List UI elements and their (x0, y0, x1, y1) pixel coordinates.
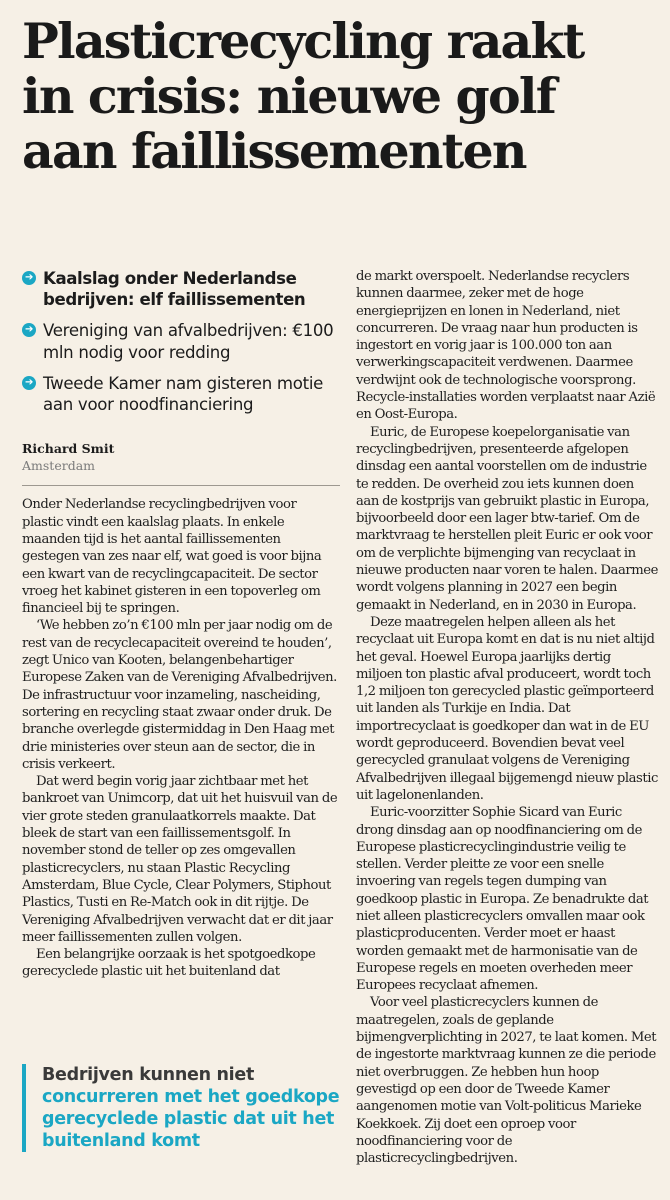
body-paragraph: Dat werd begin vorig jaar zichtbaar met het bankroet van Unimcorp, dat uit het huisvuil van de vier grote steden granulaatkorrels maakte. Dat bleek de start van een faillissementsgolf. In november stond de teller op zes omgevallen plasticrecyclers, nu staan Plastic Recycling Amsterdam, Blue Cycle, Clear Polymers, Stiphout Plastics, Tusti en Re-Match ook in dit rijtje. De Vereniging Afvalbedrijven verwacht dat er dit jaar meer faillissementen zullen volgen. (22, 774, 338, 945)
summary-bullet (22, 268, 340, 310)
body-paragraph: Deze maatregelen helpen alleen als het recyclaat uit Europa komt en dat is nu niet altijd het geval. Hoewel Europa jaarlijks dertig miljoen ton plastic afval produceert, wordt toch 1,2 miljoen ton gerecycled plastic geïmporteerd uit landen als Turkije en India. Dat importrecyclaat is goedkoper dan wat in de EU wordt geproduceerd. Bovendien bevat veel gerecycled granulaat volgens de Vereniging Afvalbedrijven illegaal bijgemengd nieuw plastic uit lagelonenlanden. (356, 614, 658, 803)
headline (22, 14, 662, 179)
headline-line: in crisis: nieuwe golf (22, 66, 555, 125)
bullet-text: Kaalslag onder Nederlandse bedrijven: elf faillissementen (43, 269, 306, 310)
body-paragraph: Voor veel plasticrecyclers kunnen de maatregelen, zoals de geplande bijmengverplichting in 2027, te laat komen. Met de ingestorte marktvraag kunnen ze die periode niet overbruggen. Ze hebben hun hoop gevestigd op een door de Tweede Kamer aangenomen motie van Volt-politicus Marieke Koekkoek. Zij doet een oproep voor noodfinanciering voor de plasticrecyclingbedrijven. (356, 995, 657, 1167)
headline-line: Plasticrecycling raakt (22, 12, 584, 70)
dateline-place: Amsterdam (22, 458, 95, 474)
bullet-text: Tweede Kamer nam gisteren motie aan voor noodfinanciering (43, 373, 324, 415)
arrow-right-icon: ➔ (22, 323, 36, 337)
summary-bullets (22, 268, 340, 415)
body-paragraph: Euric-voorzitter Sophie Sicard van Euric drong dinsdag aan op noodfinanciering om de Europese plasticrecyclingindustrie veilig te stellen. Verder pleitte ze voor een snelle invoering van regels tegen dumping van goedkoop plastic in Europa. Ze benadrukte dat niet alleen plasticrecyclers omvallen maar ook plasticproducenten. Verder moet er haast worden gemaakt met de harmonisatie van de Europese regels en moeten overheden meer Europees recyclaat afnemen. (356, 805, 649, 994)
bullet-text: Vereniging van afvalbedrijven: €100 mln nodig voor redding (43, 321, 334, 362)
author-name: Richard Smit (22, 441, 115, 457)
byline-divider (22, 485, 340, 486)
arrow-right-icon: ➔ (22, 271, 36, 285)
body-paragraph: Onder Nederlandse recyclingbedrijven voor plastic vindt een kaalslag plaats. In enkele maanden tijd is het aantal faillissementen gestegen van zes naar elf, wat goed is voor bijna een kwart van de recyclingcapaciteit. De sector vroeg het kabinet gisteren in een topoverleg om financieel bij te springen. (22, 497, 322, 617)
summary-bullet (22, 373, 340, 415)
byline (22, 441, 340, 473)
headline-line: aan faillissementen (22, 121, 526, 180)
body-paragraph: Euric, de Europese koepelorganisatie van recyclingbedrijven, presenteerde afgelopen dinsdag een aantal voorstellen om de industrie te redden. De overheid zou iets kunnen doen aan de kostprijs van gebruikt plastic in Europa, bijvoorbeeld door een lager btw-tarief. Om de marktvraag te herstellen pleit Euric er ook voor om de verplichte bijmenging van recyclaat in nieuwe producten naar voren te halen. Daarmee wordt volgens planning in 2027 een begin gemaakt in Nederland, en in 2030 in Europa. (356, 424, 659, 613)
body-paragraph: de markt overspoelt. Nederlandse recyclers kunnen daarmee, zeker met de hoge energieprijzen en lonen in Nederland, niet concurreren. De vraag naar hun producten is ingestort en vorig jaar is 100.000 ton aan verwerkingscapaciteit verdwenen. Daarmee verdwijnt ook de technologische voorsprong. Recycle-installaties worden verplaatst naar Azië en Oost-Europa. (356, 269, 656, 423)
left-body (22, 496, 340, 980)
pull-quote-rest: concurreren met het goedkope gerecyclede plastic dat uit het buitenland komt (42, 1087, 340, 1151)
summary-bullet (22, 320, 340, 362)
body-paragraph: Een belangrijke oorzaak is het spotgoedkope gerecyclede plastic uit het buitenland dat (22, 947, 316, 980)
right-column (356, 268, 658, 1167)
pull-quote-lead: Bedrijven kunnen niet (42, 1065, 255, 1085)
body-paragraph: ‘We hebben zo’n €100 mln per jaar nodig om de rest van de recyclecapaciteit overeind te houden’, zegt Unico van Kooten, belangenbehartiger Europese Zaken van de Vereniging Afvalbedrijven. De infrastructuur voor inzameling, nascheiding, sortering en recycling staat zwaar onder druk. De branche overlegde gistermiddag in Den Haag met drie ministeries over steun aan de sector, die in crisis verkeert. (22, 618, 337, 772)
arrow-right-icon: ➔ (22, 376, 36, 390)
pull-quote (22, 1064, 360, 1152)
left-column (22, 268, 340, 981)
